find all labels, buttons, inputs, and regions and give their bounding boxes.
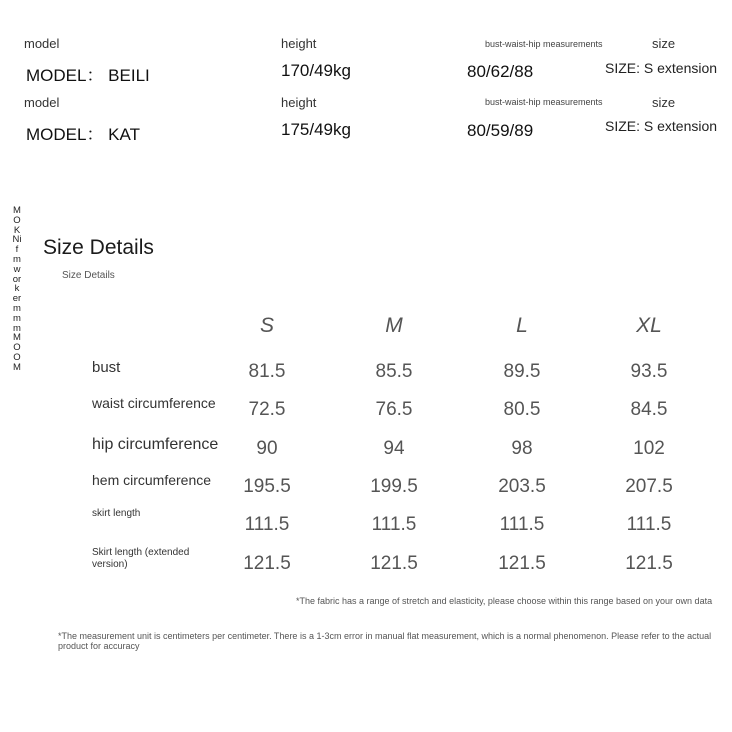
table-cell: 207.5 <box>625 476 673 497</box>
model-measurements: 80/59/89 <box>467 121 534 140</box>
height-label: height <box>281 95 317 110</box>
size-label: size <box>652 36 676 51</box>
model-name: MODEL： KAT <box>26 125 140 144</box>
table-cell: 81.5 <box>248 361 286 382</box>
table-cell: 90 <box>256 438 278 459</box>
measurement-note: *The measurement unit is centimeters per centimeter. There is a 1-3cm error in manual flat measurement, which is a normal phenomenon. Please refer to the actual product for accuracy <box>58 631 712 651</box>
size-details-subtitle: Size Details <box>62 270 115 281</box>
size-header-m: M <box>385 314 403 337</box>
size-details-title: Size Details <box>43 236 154 259</box>
measurements-label: bust-waist-hip measurements <box>485 39 603 49</box>
row-label-waist: waist circumference <box>92 395 216 411</box>
table-cell: 121.5 <box>370 553 418 574</box>
row-label-skirt-length: skirt length <box>92 508 141 519</box>
table-cell: 98 <box>511 438 533 459</box>
row-label-hip: hip circumference <box>92 436 219 453</box>
fabric-note: *The fabric has a range of stretch and elasticity, please choose within this range based on your own data <box>296 596 713 606</box>
table-cell: 102 <box>633 438 665 459</box>
model-measurements: 80/62/88 <box>467 62 534 81</box>
table-cell: 85.5 <box>375 361 413 382</box>
table-cell: 93.5 <box>630 361 668 382</box>
table-cell: 121.5 <box>625 553 673 574</box>
table-cell: 89.5 <box>503 361 541 382</box>
table-cell: 121.5 <box>498 553 546 574</box>
row-label-skirt-length-extended: Skirt length (extended version) <box>92 547 190 570</box>
table-cell: 111.5 <box>371 514 417 535</box>
model-height: 170/49kg <box>281 61 351 80</box>
model-size: SIZE: S extension <box>605 60 718 76</box>
size-header-l: L <box>516 314 528 337</box>
row-label-hem: hem circumference <box>92 472 212 488</box>
table-cell: 203.5 <box>498 476 546 497</box>
table-cell: 84.5 <box>630 399 668 420</box>
table-cell: 195.5 <box>243 476 291 497</box>
table-cell: 80.5 <box>503 399 541 420</box>
measurements-label: bust-waist-hip measurements <box>485 97 603 107</box>
height-label: height <box>281 36 317 51</box>
table-cell: 72.5 <box>248 399 286 420</box>
model-size: SIZE: S extension <box>605 118 718 134</box>
vertical-side-text: MOKNifm worker m m m MOOM <box>12 205 22 373</box>
model-height: 175/49kg <box>281 120 351 139</box>
size-header-xl: XL <box>636 314 662 337</box>
model-label: model <box>24 36 60 51</box>
size-header-s: S <box>259 314 274 337</box>
model-name: MODEL： BEILI <box>26 66 150 85</box>
table-cell: 94 <box>383 438 405 459</box>
table-cell: 121.5 <box>243 553 291 574</box>
row-label-bust: bust <box>92 359 121 376</box>
table-cell: 111.5 <box>499 514 545 535</box>
table-cell: 111.5 <box>626 514 672 535</box>
table-cell: 76.5 <box>375 399 413 420</box>
table-cell: 111.5 <box>244 514 290 535</box>
model-label: model <box>24 95 60 110</box>
table-cell: 199.5 <box>370 476 418 497</box>
size-label: size <box>652 95 676 110</box>
